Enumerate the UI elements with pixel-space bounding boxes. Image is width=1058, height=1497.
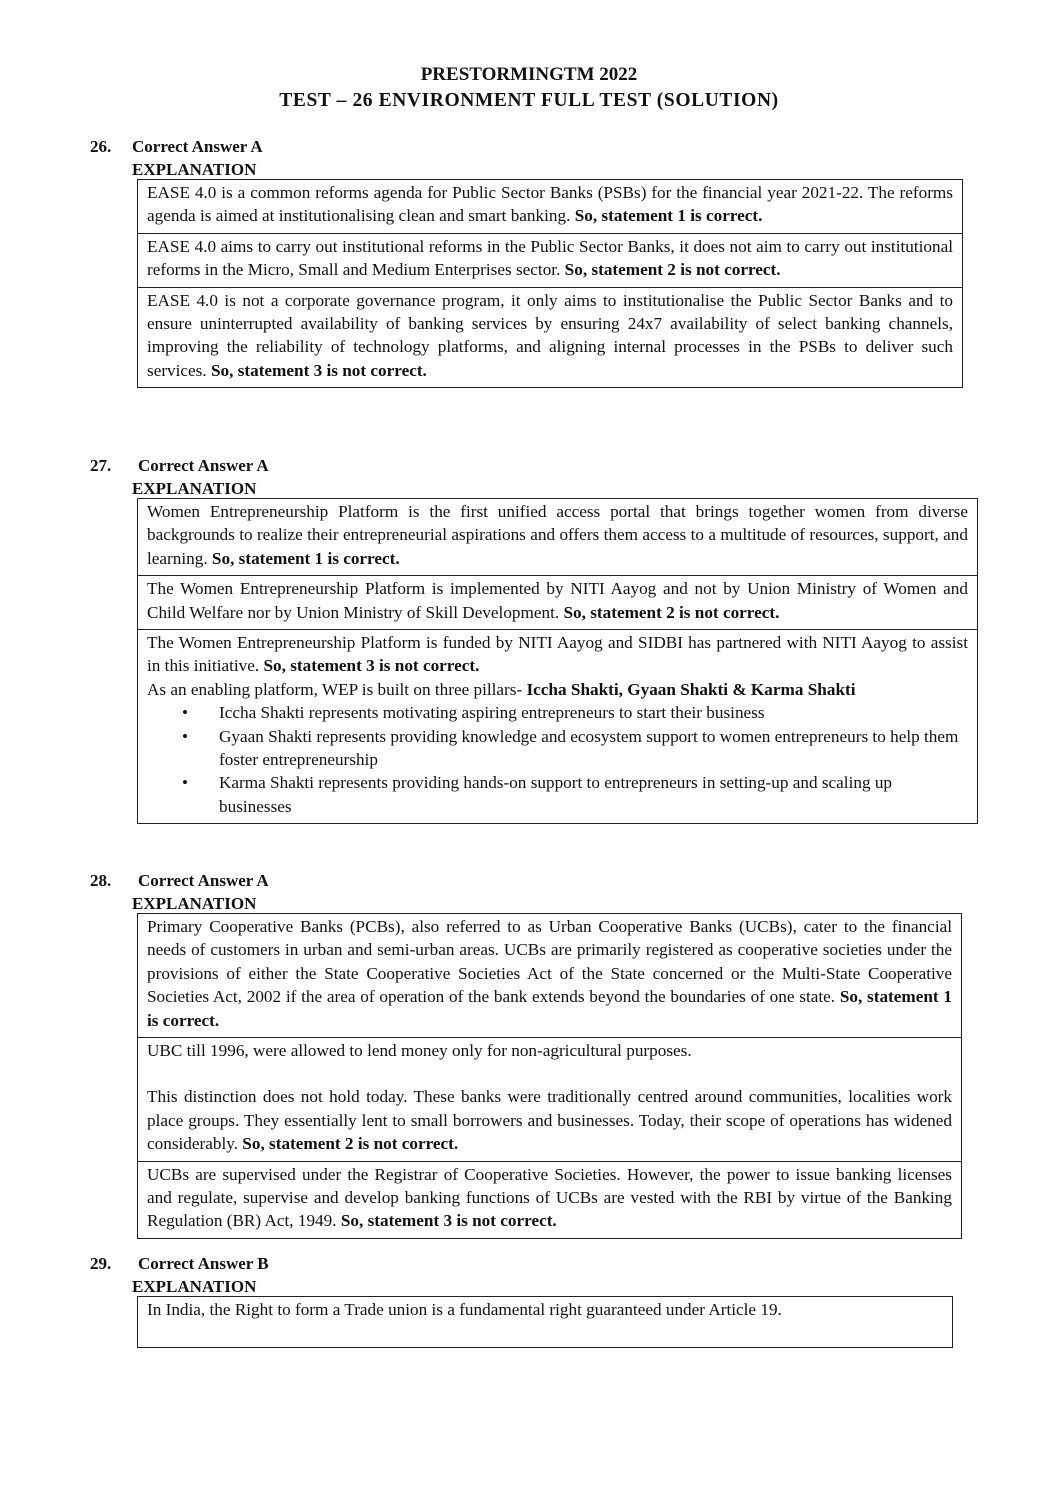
- question-header: [0, 869, 1058, 892]
- explanation-row: [138, 287, 962, 388]
- question-27: [0, 454, 1058, 816]
- explanation-paragraph: [147, 181, 953, 228]
- statement-verdict: So, statement 1 is correct.: [211, 548, 400, 568]
- question-header: [0, 1252, 1058, 1275]
- explanation-paragraph: [147, 500, 968, 570]
- explanation-row: [138, 499, 977, 575]
- explanation-text: Women Entrepreneurship Platform is the first unified access portal that brings together women from diverse backgrounds to realize their entrepreneurial aspirations and offers them access to a multitude of resources, support, and learning.: [147, 502, 968, 568]
- question-header: [0, 135, 1058, 158]
- statement-verdict: So, statement 2 is not correct.: [242, 1134, 459, 1154]
- explanation-paragraph: [147, 678, 968, 701]
- correct-answer: Correct Answer B: [138, 1254, 269, 1273]
- explanation-row: [138, 629, 977, 823]
- explanation-row: [138, 914, 961, 1037]
- explanation-row: [138, 1297, 952, 1326]
- document-title: PRESTORMINGTM 2022: [420, 64, 638, 85]
- explanation-text: Primary Cooperative Banks (PCBs), also referred to as Urban Cooperative Banks (UCBs), cater to the financial needs of customers in urban and semi-urban areas. UCBs are primarily registered as cooperative societies under the provisions of either the State Cooperative Societies Act of the State concerned or the Multi-State Cooperative Societies Act, 2002 if the area of operation of the bank extends beyond the boundaries of one state.: [147, 917, 952, 1007]
- bullet-icon: •: [182, 773, 189, 793]
- pillar-text: Gyaan Shakti represents providing knowledge and ecosystem support to women entrepreneurs to help them foster entrepreneurship: [219, 726, 959, 770]
- explanation-text: EASE 4.0 aims to carry out institutional reforms in the Public Sector Banks, it does not aim to carry out institutional reforms in the Micro, Small and Medium Enterprises sector.: [147, 236, 953, 280]
- correct-answer: Correct Answer A: [138, 871, 269, 890]
- explanation-paragraph: [147, 1039, 952, 1062]
- explanation-text: This distinction does not hold today. These banks were traditionally centred around communities, localities work place groups. They essentially lent to small borrowers and businesses. Today, their scope of operations has widened considerably.: [147, 1087, 952, 1154]
- statement-verdict: So, statement 1 is correct.: [574, 206, 763, 226]
- statement-verdict: Iccha Shakti, Gyaan Shakti & Karma Shakti: [526, 679, 856, 699]
- explanation-paragraph: [147, 1085, 952, 1155]
- explanation-label: EXPLANATION: [132, 1277, 257, 1296]
- explanation-text: UBC till 1996, were allowed to lend money only for non-agricultural purposes.: [147, 1041, 692, 1061]
- correct-answer: Correct Answer A: [132, 137, 263, 156]
- statement-verdict: So, statement 2 is not correct.: [564, 260, 781, 280]
- statement-verdict: So, statement 3 is not correct.: [210, 360, 427, 380]
- question-header: [0, 454, 1058, 477]
- question-26: [0, 135, 1058, 380]
- pillar-list-item: [182, 725, 968, 772]
- explanation-paragraph: [147, 289, 953, 383]
- explanation-text: EASE 4.0 is not a corporate governance program, it only aims to institutionalise the Public Sector Banks and to ensure uninterrupted availability of banking services by ensuring 24x7 availability of select banking channels, improving the reliability of technology platforms, and aligning internal processes in the PSBs to deliver such services.: [147, 290, 953, 380]
- explanation-box: [137, 913, 962, 1239]
- explanation-text: The Women Entrepreneurship Platform is implemented by NITI Aayog and not by Union Ministry of Women and Child Welfare nor by Union Ministry of Skill Development.: [147, 579, 968, 622]
- explanation-text: EASE 4.0 is a common reforms agenda for Public Sector Banks (PSBs) for the financial year 2021-22. The reforms agenda is aimed at institutionalising clean and smart banking.: [147, 183, 953, 226]
- explanation-paragraph: [147, 1298, 943, 1321]
- explanation-row: [138, 1037, 961, 1161]
- statement-verdict: So, statement 1 is correct.: [147, 987, 952, 1030]
- question-28: [0, 869, 1058, 1231]
- explanation-text: UCBs are supervised under the Registrar of Cooperative Societies. However, the power to issue banking licenses and regulate, supervise and develop banking functions of UCBs are vested with the RBI by virtue of the Banking Regulation (BR) Act, 1949.: [147, 1164, 952, 1231]
- question-number: 26.: [90, 137, 112, 156]
- question-29: [0, 1252, 1058, 1319]
- explanation-text: In India, the Right to form a Trade union is a fundamental right guaranteed under Article 19.: [147, 1300, 782, 1319]
- question-number: 29.: [90, 1254, 112, 1273]
- explanation-text: As an enabling platform, WEP is built on three pillars-: [147, 679, 527, 699]
- explanation-paragraph: [147, 235, 953, 282]
- explanation-row: [138, 233, 962, 287]
- explanation-text: The Women Entrepreneurship Platform is funded by NITI Aayog and SIDBI has partnered with NITI Aayog to assist in this initiative.: [147, 633, 968, 676]
- explanation-label: EXPLANATION: [132, 479, 257, 498]
- explanation-box: [137, 1296, 953, 1348]
- statement-verdict: So, statement 3 is not correct.: [340, 1211, 557, 1231]
- document-subtitle: TEST – 26 ENVIRONMENT FULL TEST (SOLUTION): [279, 90, 779, 111]
- explanation-label: EXPLANATION: [132, 894, 257, 913]
- pillar-list-item: [182, 771, 968, 818]
- pillar-text: Iccha Shakti represents motivating aspiring entrepreneurs to start their business: [219, 703, 765, 723]
- explanation-paragraph: [147, 577, 968, 624]
- statement-verdict: So, statement 2 is not correct.: [563, 602, 780, 622]
- question-number: 27.: [90, 456, 112, 475]
- explanation-label: EXPLANATION: [132, 160, 257, 179]
- question-number: 28.: [90, 871, 112, 890]
- statement-verdict: So, statement 3 is not correct.: [263, 656, 480, 676]
- explanation-row: [138, 575, 977, 629]
- explanation-box: [137, 179, 963, 388]
- pillar-list: [147, 701, 968, 818]
- explanation-paragraph: [147, 915, 952, 1032]
- explanation-row: [138, 180, 962, 233]
- pillar-list-item: [182, 701, 968, 724]
- explanation-row: [138, 1161, 961, 1238]
- bullet-icon: •: [182, 703, 189, 723]
- explanation-paragraph: [147, 631, 968, 678]
- explanation-paragraph: [147, 1163, 952, 1233]
- correct-answer: Correct Answer A: [138, 456, 269, 475]
- explanation-box: [137, 498, 978, 824]
- pillar-text: Karma Shakti represents providing hands-on support to entrepreneurs in setting-up and scaling up businesses: [219, 773, 893, 816]
- bullet-icon: •: [182, 726, 189, 746]
